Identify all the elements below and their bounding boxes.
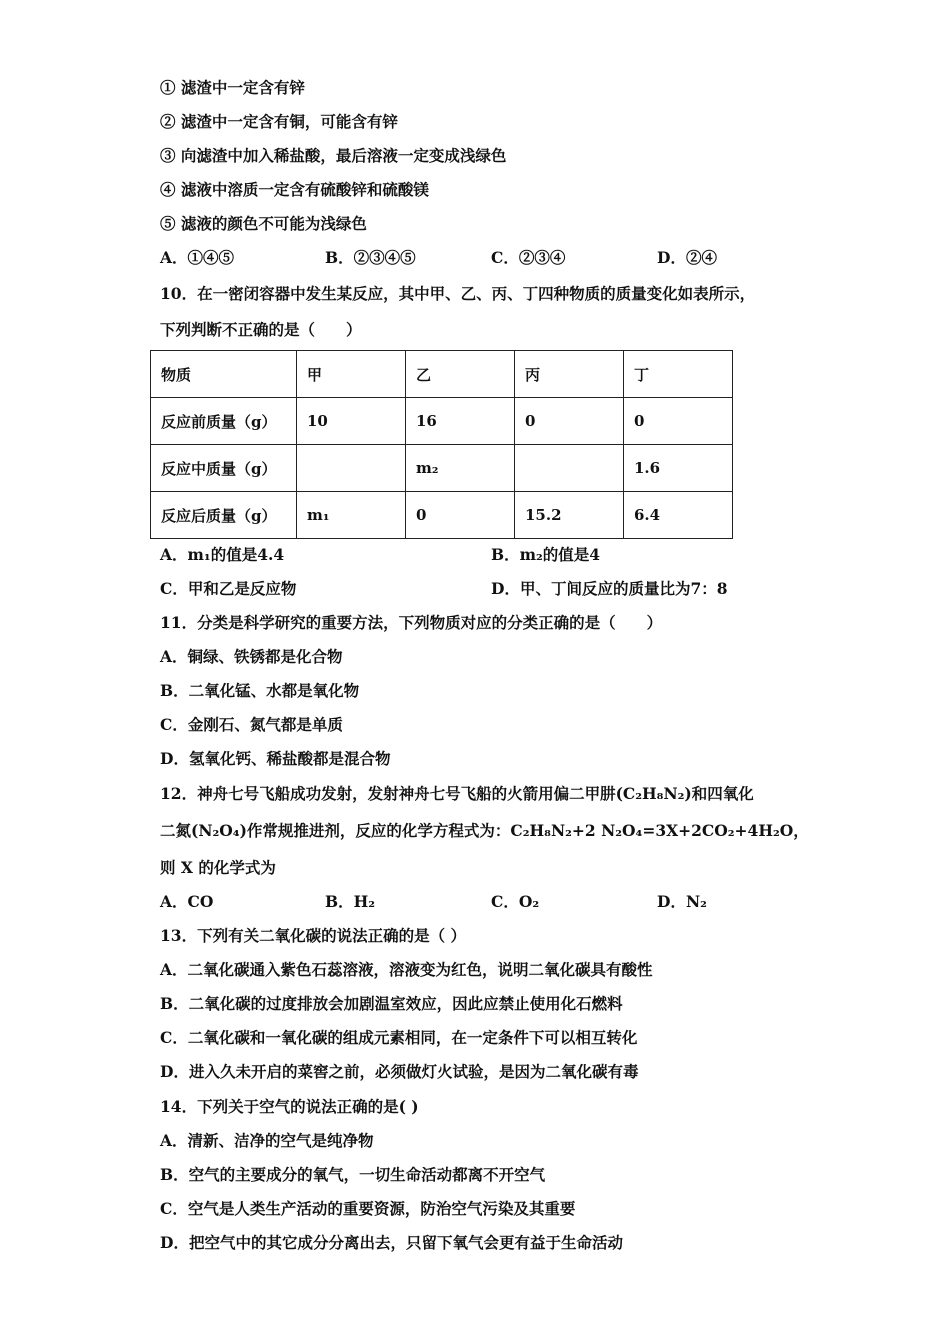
table-cell: 反应前质量（g）	[151, 398, 297, 445]
q11-option-d: D．氢氧化钙、稀盐酸都是混合物	[160, 749, 391, 768]
q9-statement-3: ③ 向滤渣中加入稀盐酸，最后溶液一定变成浅绿色	[160, 146, 507, 165]
q12-option-c: C．O₂	[491, 892, 540, 911]
table-cell: 0	[406, 492, 515, 539]
q11-stem: 11．分类是科学研究的重要方法，下列物质对应的分类正确的是（ ）	[160, 613, 663, 632]
table-cell: m₁	[297, 492, 406, 539]
table-cell: 15.2	[515, 492, 624, 539]
table-cell: 丙	[515, 351, 624, 398]
q14-option-c: C．空气是人类生产活动的重要资源，防治空气污染及其重要	[160, 1199, 576, 1218]
table-cell: 物质	[151, 351, 297, 398]
table-cell: 1.6	[624, 445, 733, 492]
q13-option-c: C．二氧化碳和一氧化碳的组成元素相同，在一定条件下可以相互转化	[160, 1028, 638, 1047]
mass-change-table	[150, 350, 733, 539]
q12-option-b: B．H₂	[325, 892, 376, 911]
table-cell: 甲	[297, 351, 406, 398]
q12-stem-line1: 12．神舟七号飞船成功发射，发射神舟七号飞船的火箭用偏二甲肼(C₂H₈N₂)和四氧化	[160, 784, 754, 803]
q11-option-c: C．金刚石、氮气都是单质	[160, 715, 343, 734]
table-cell: 丁	[624, 351, 733, 398]
q14-option-d: D．把空气中的其它成分分离出去，只留下氧气会更有益于生命活动	[160, 1233, 623, 1252]
table-header-row	[151, 351, 733, 398]
table-row	[151, 445, 733, 492]
table-cell: 10	[297, 398, 406, 445]
q9-option-a: A．①④⑤	[160, 248, 235, 267]
table-cell: 乙	[406, 351, 515, 398]
table-row	[151, 492, 733, 539]
q14-option-a: A．清新、洁净的空气是纯净物	[160, 1131, 374, 1150]
q12-stem-line2: 二氮(N₂O₄)作常规推进剂，反应的化学方程式为：C₂H₈N₂+2 N₂O₄=3X+2CO₂+4H₂O，	[160, 821, 809, 840]
q9-statement-5: ⑤ 滤液的颜色不可能为浅绿色	[160, 214, 367, 233]
table-row	[151, 398, 733, 445]
q9-option-d: D．②④	[657, 248, 717, 267]
table-cell	[297, 445, 406, 492]
q10-stem-line2: 下列判断不正确的是（ ）	[160, 320, 362, 339]
table-cell: 6.4	[624, 492, 733, 539]
q10-stem-line1: 10．在一密闭容器中发生某反应，其中甲、乙、丙、丁四种物质的质量变化如表所示，	[160, 284, 756, 303]
q9-statement-4: ④ 滤液中溶质一定含有硫酸锌和硫酸镁	[160, 180, 429, 199]
table-cell: 反应后质量（g）	[151, 492, 297, 539]
q10-option-d: D．甲、丁间反应的质量比为7：8	[491, 579, 728, 598]
q11-option-b: B．二氧化锰、水都是氧化物	[160, 681, 360, 700]
q13-stem: 13．下列有关二氧化碳的说法正确的是（ ）	[160, 926, 466, 945]
table-cell	[515, 445, 624, 492]
table-cell: 16	[406, 398, 515, 445]
q10-option-a: A．m₁的值是4.4	[160, 545, 285, 564]
table-cell: 反应中质量（g）	[151, 445, 297, 492]
q9-statement-1: ① 滤渣中一定含有锌	[160, 78, 305, 97]
q13-option-b: B．二氧化碳的过度排放会加剧温室效应，因此应禁止使用化石燃料	[160, 994, 623, 1013]
q14-stem: 14．下列关于空气的说法正确的是( )	[160, 1097, 419, 1116]
table-cell: m₂	[406, 445, 515, 492]
q10-option-c: C．甲和乙是反应物	[160, 579, 297, 598]
table-cell: 0	[515, 398, 624, 445]
q12-stem-line3: 则 X 的化学式为	[160, 858, 276, 877]
q12-option-d: D．N₂	[657, 892, 707, 911]
q14-option-b: B．空气的主要成分的氧气，一切生命活动都离不开空气	[160, 1165, 546, 1184]
q11-option-a: A．铜绿、铁锈都是化合物	[160, 647, 343, 666]
q9-statement-2: ② 滤渣中一定含有铜，可能含有锌	[160, 112, 398, 131]
q13-option-a: A．二氧化碳通入紫色石蕊溶液，溶液变为红色，说明二氧化碳具有酸性	[160, 960, 653, 979]
q12-option-a: A．CO	[160, 892, 214, 911]
q9-option-b: B．②③④⑤	[325, 248, 416, 267]
q9-option-c: C．②③④	[491, 248, 566, 267]
table-cell: 0	[624, 398, 733, 445]
q13-option-d: D．进入久未开启的菜窖之前，必须做灯火试验，是因为二氧化碳有毒	[160, 1062, 639, 1081]
q10-option-b: B．m₂的值是4	[491, 545, 601, 564]
